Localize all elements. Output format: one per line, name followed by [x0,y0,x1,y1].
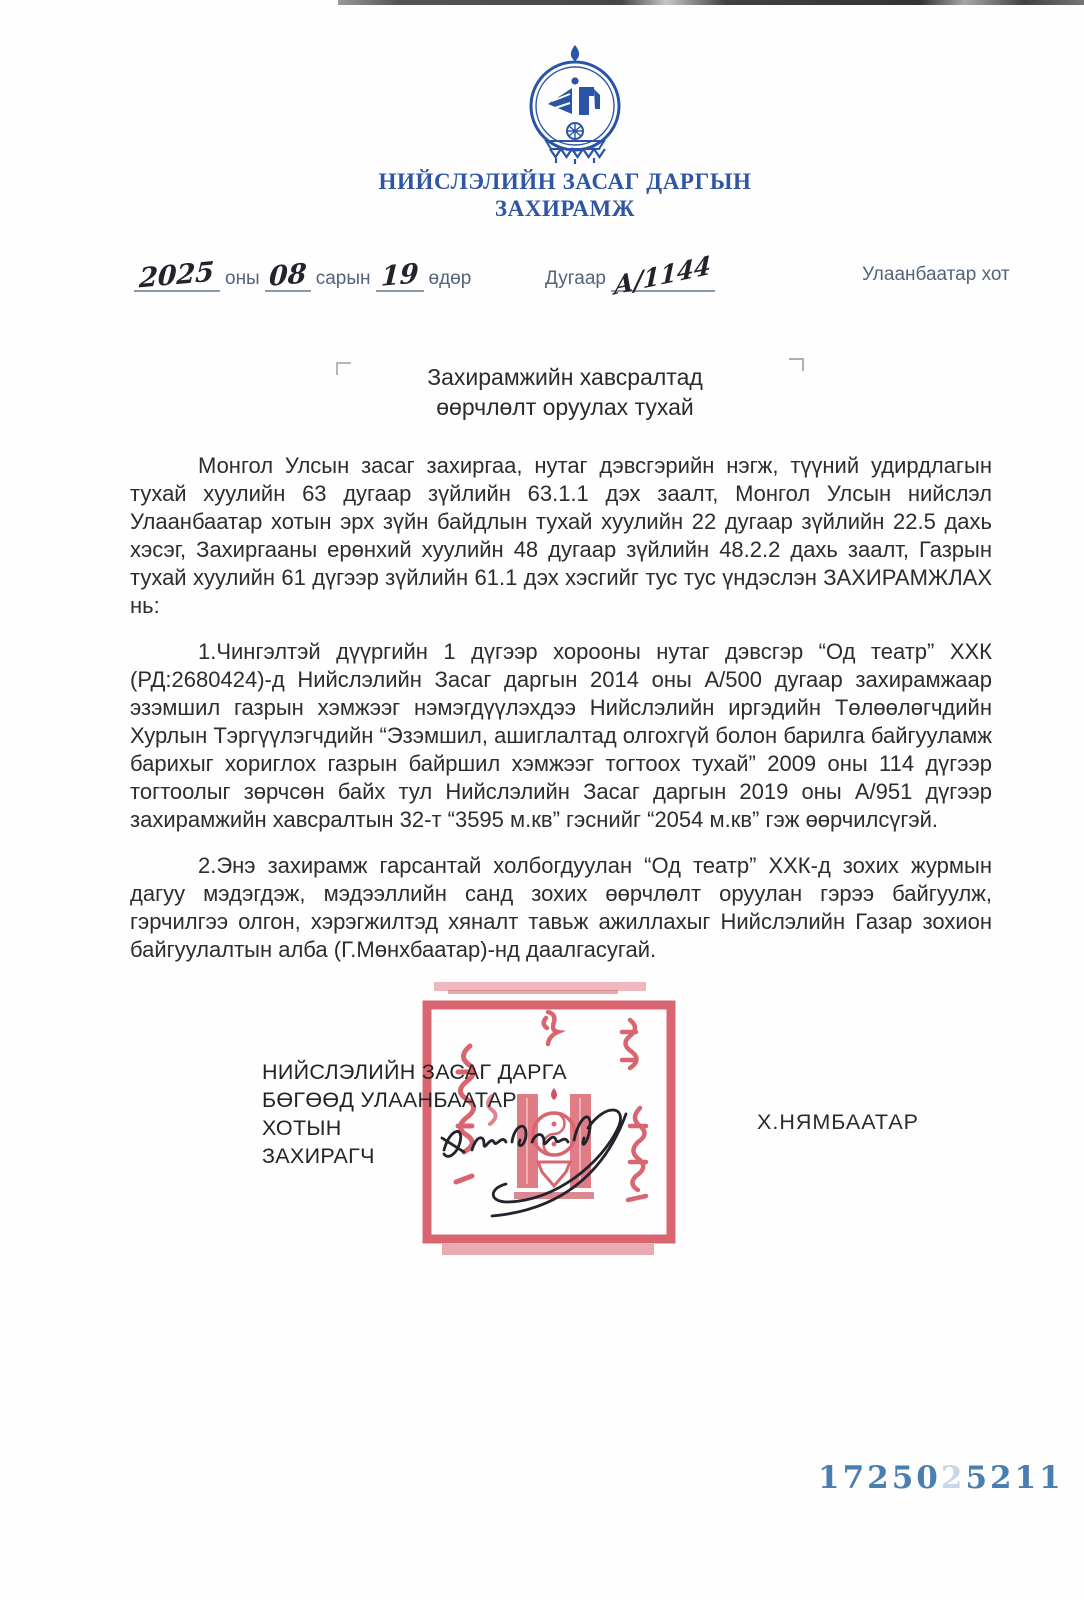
year-handwritten: 2025 [138,256,216,295]
paragraph-clause-2: 2.Энэ захирамж гарсантай холбогдуулан “Од театр” ХХК-д зохих журмын дагуу мэдэгдэж, мэдээллийн санд зохих өөрчлөлт оруулан гэрээ байгуулж, гэрчилгээ олгон, хэрэгжилтэд хяналт тавьж ажиллахыг Нийслэлийн Газар зохион байгуулалтын алба (Г.Мөнхбаатар)-нд даалгасугай. [130,853,992,962]
number-group [540,250,715,301]
org-title-line2: ЗАХИРАМЖ [494,196,636,221]
year-blank [134,256,220,295]
signer-title-line3: ЗАХИРАГЧ [262,1144,375,1168]
city-label: Улаанбаатар хот [862,264,1010,285]
signer-title-line1: НИЙСЛЭЛИЙН ЗАСАГ ДАРГА [262,1060,567,1084]
number-handwritten: А/1144 [614,250,712,301]
day-handwritten: 19 [379,258,420,293]
serial-part1: 17250 [818,1460,941,1496]
paragraph-clause-1: 1.Чингэлтэй дүүргийн 1 дүгээр хорооны нутаг дэвсгэр “Од театр” ХХК (РД:2680424)-д Нийслэлийн Засаг даргын 2014 оны А/500 дугаар захирамжаар эзэмшил газрын хэмжээг нэмэгдүүлэхдээ Нийслэлийн иргэдийн Төлөөлөгчдийн Хурлын Тэргүүлэгчдийн “Эзэмшил, ашиглалтад олгохгүй болон барилга байгууламж барихыг хориглох газрын байршил хэмжээг тогтоох тухай” 2009 оны 114 дүгээр тогтоолыг зөрчсөн байх тул Нийслэлийн Засаг даргын 2019 оны А/951 дүгээр захирамжийн хавсралтын 32-т “3595 м.кв” гэснийг “2054 м.кв” гэж өөрчилсүгэй. [130,639,992,832]
org-header [100,168,1030,222]
number-blank [611,250,715,301]
paragraph-preamble: Монгол Улсын засаг захиргаа, нутаг дэвсгэрийн нэгж, түүний удирдлагын тухай хуулийн 63 дугаар зүйлийн 63.1.1 дэх заалт, Монгол Улсын нийслэл Улаанбаатар хотын эрх зүйн байдлын тухай хуулийн 22 дугаар зүйлийн 22.5 дахь хэсэг, Захиргааны ерөнхий хуулийн 48 дугаар зүйлийн 48.2.2 дахь заалт, Газрын тухай хуулийн 61 дүгээр зүйлийн 61.1 дэх хэсгийг тус тус үндэслэн ЗАХИРАМЖЛАХ нь: [130,453,992,618]
document-body [130,452,992,982]
signer-name: Х.НЯМБААТАР [757,1110,920,1134]
dateline [0,250,1084,301]
year-label: оны [225,268,260,289]
scan-artifact-top [338,0,1084,5]
number-label: Дугаар [545,268,606,289]
signature-icon [430,1086,664,1226]
month-label: сарын [315,268,371,289]
day-label: өдөр [428,268,472,289]
date-group [134,256,476,295]
month-blank [265,258,311,293]
document-title-line1: Захирамжийн хавсралтад [427,364,703,390]
city-emblem-icon [500,44,650,166]
serial-faint-digit: 2 [940,1460,966,1496]
month-handwritten: 08 [268,258,308,293]
document-title-line2: өөрчлөлт оруулах тухай [436,394,694,420]
serial-number-stamp [818,1460,1064,1496]
signer-title-line2: БӨГӨӨД УЛААНБААТАР ХОТЫН [262,1088,517,1140]
serial-part2: 5211 [965,1460,1064,1496]
org-title-line1: НИЙСЛЭЛИЙН ЗАСАГ ДАРГЫН [378,169,752,194]
document-title [100,362,1030,422]
day-blank [376,258,424,293]
